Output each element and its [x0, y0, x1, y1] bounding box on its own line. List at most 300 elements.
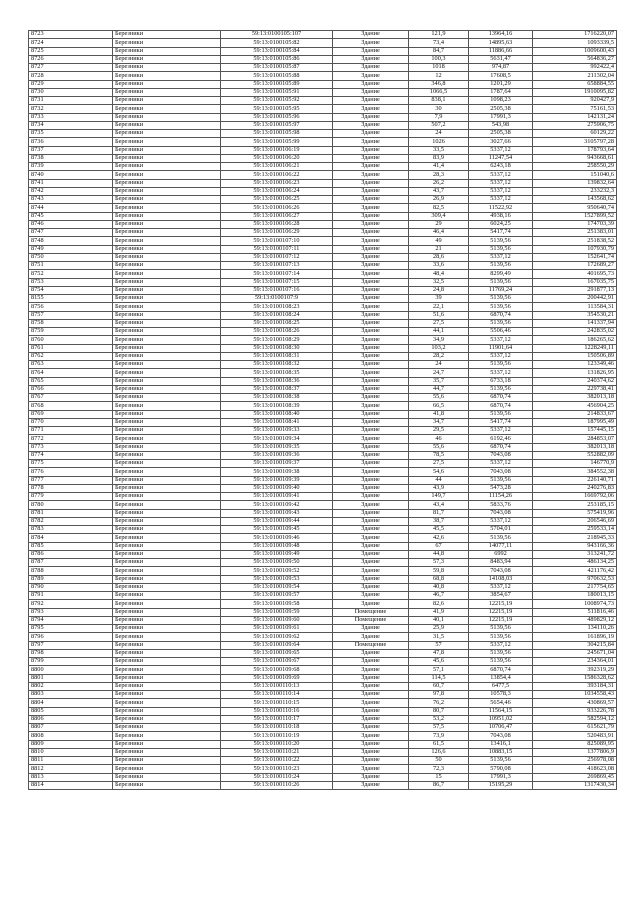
- area-cell: 100,3: [409, 55, 469, 63]
- row-number-cell: 8769: [29, 410, 113, 418]
- cadastral-number-cell: 59:13:0100105:91: [221, 88, 333, 96]
- unit-value-cell: 5139,56: [469, 262, 533, 270]
- cadastral-value-cell: 384552,38: [533, 468, 617, 476]
- table-row: [29, 204, 617, 212]
- cadastral-number-cell: 59:13:0100109:45: [221, 526, 333, 534]
- table-row: [29, 517, 617, 525]
- cadastral-value-cell: 139832,64: [533, 179, 617, 187]
- table-row: [29, 88, 617, 96]
- cadastral-number-cell: 59:13:0100105:99: [221, 138, 333, 146]
- locality-cell: Березники: [113, 674, 221, 682]
- cadastral-number-cell: 59:13:0100107:10: [221, 237, 333, 245]
- area-cell: 60,7: [409, 682, 469, 690]
- unit-value-cell: 5337,12: [469, 336, 533, 344]
- unit-value-cell: 13854,4: [469, 674, 533, 682]
- object-type-cell: Здание: [333, 402, 409, 410]
- object-type-cell: Здание: [333, 773, 409, 781]
- object-type-cell: Здание: [333, 575, 409, 583]
- cadastral-value-cell: 382013,18: [533, 394, 617, 402]
- object-type-cell: Здание: [333, 352, 409, 360]
- locality-cell: Березники: [113, 88, 221, 96]
- row-number-cell: 8744: [29, 204, 113, 212]
- area-cell: 26,9: [409, 196, 469, 204]
- table-row: [29, 154, 617, 162]
- object-type-cell: Здание: [333, 649, 409, 657]
- table-row: [29, 699, 617, 707]
- locality-cell: Березники: [113, 146, 221, 154]
- area-cell: 41,9: [409, 608, 469, 616]
- row-number-cell: 8776: [29, 468, 113, 476]
- locality-cell: Березники: [113, 625, 221, 633]
- locality-cell: Березники: [113, 47, 221, 55]
- area-cell: 21: [409, 245, 469, 253]
- cadastral-number-cell: 59:13:0100110:26: [221, 781, 333, 789]
- locality-cell: Березники: [113, 476, 221, 484]
- cadastral-value-cell: 152641,74: [533, 253, 617, 261]
- locality-cell: Березники: [113, 616, 221, 624]
- cadastral-value-cell: 401695,73: [533, 270, 617, 278]
- row-number-cell: 8778: [29, 484, 113, 492]
- table-row: [29, 72, 617, 80]
- cadastral-value-cell: 187995,49: [533, 418, 617, 426]
- cadastral-number-cell: 59:13:0100106:19: [221, 146, 333, 154]
- cadastral-number-cell: 59:13:0100109:46: [221, 534, 333, 542]
- row-number-cell: 8764: [29, 369, 113, 377]
- unit-value-cell: 5139,56: [469, 245, 533, 253]
- unit-value-cell: 4938,16: [469, 212, 533, 220]
- row-number-cell: 8737: [29, 146, 113, 154]
- object-type-cell: Здание: [333, 633, 409, 641]
- table-row: [29, 105, 617, 113]
- cadastral-value-cell: 291877,13: [533, 286, 617, 294]
- area-cell: 34,7: [409, 418, 469, 426]
- table-row: [29, 328, 617, 336]
- unit-value-cell: 5337,12: [469, 641, 533, 649]
- row-number-cell: 8732: [29, 105, 113, 113]
- unit-value-cell: 6870,74: [469, 394, 533, 402]
- cadastral-number-cell: 59:13:0100108:24: [221, 311, 333, 319]
- object-type-cell: Здание: [333, 113, 409, 121]
- locality-cell: Березники: [113, 501, 221, 509]
- cadastral-number-cell: 59:13:0100107:13: [221, 262, 333, 270]
- cadastral-number-cell: 59:13:0100109:48: [221, 542, 333, 550]
- object-type-cell: Здание: [333, 262, 409, 270]
- area-cell: 81,7: [409, 509, 469, 517]
- locality-cell: Березники: [113, 278, 221, 286]
- area-cell: 46,4: [409, 229, 469, 237]
- row-number-cell: 8761: [29, 344, 113, 352]
- object-type-cell: Здание: [333, 270, 409, 278]
- object-type-cell: Здание: [333, 171, 409, 179]
- cadastral-value-cell: 520483,91: [533, 732, 617, 740]
- area-cell: 49: [409, 237, 469, 245]
- cadastral-value-cell: 575419,96: [533, 509, 617, 517]
- cadastral-value-cell: 107930,79: [533, 245, 617, 253]
- row-number-cell: 8775: [29, 460, 113, 468]
- row-number-cell: 8789: [29, 575, 113, 583]
- table-row: [29, 608, 617, 616]
- cadastral-value-cell: 950640,74: [533, 204, 617, 212]
- unit-value-cell: 11564,15: [469, 707, 533, 715]
- cadastral-number-cell: 59:13:0100110:16: [221, 707, 333, 715]
- locality-cell: Березники: [113, 418, 221, 426]
- cadastral-number-cell: 59:13:0100108:26: [221, 328, 333, 336]
- cadastral-value-cell: 658884,55: [533, 80, 617, 88]
- table-row: [29, 220, 617, 228]
- area-cell: 29: [409, 220, 469, 228]
- locality-cell: Березники: [113, 80, 221, 88]
- object-type-cell: Здание: [333, 336, 409, 344]
- table-row: [29, 641, 617, 649]
- unit-value-cell: 12215,19: [469, 616, 533, 624]
- unit-value-cell: 6992: [469, 550, 533, 558]
- cadastral-number-cell: 59:13:0100109:38: [221, 468, 333, 476]
- table-row: [29, 229, 617, 237]
- cadastral-value-cell: 258550,29: [533, 163, 617, 171]
- table-row: [29, 212, 617, 220]
- object-type-cell: Здание: [333, 567, 409, 575]
- locality-cell: Березники: [113, 427, 221, 435]
- object-type-cell: Здание: [333, 80, 409, 88]
- locality-cell: Березники: [113, 740, 221, 748]
- locality-cell: Березники: [113, 97, 221, 105]
- table-row: [29, 625, 617, 633]
- area-cell: 54,6: [409, 468, 469, 476]
- cadastral-value-cell: 200442,91: [533, 295, 617, 303]
- cadastral-number-cell: 59:13:0100105:92: [221, 97, 333, 105]
- row-number-cell: 8726: [29, 55, 113, 63]
- area-cell: 55,6: [409, 443, 469, 451]
- row-number-cell: 8784: [29, 534, 113, 542]
- locality-cell: Березники: [113, 253, 221, 261]
- row-number-cell: 8759: [29, 328, 113, 336]
- area-cell: 44,7: [409, 385, 469, 393]
- cadastral-value-cell: 161896,19: [533, 633, 617, 641]
- table-row: [29, 113, 617, 121]
- locality-cell: Березники: [113, 105, 221, 113]
- cadastral-value-cell: 1527899,52: [533, 212, 617, 220]
- row-number-cell: 8724: [29, 39, 113, 47]
- object-type-cell: Здание: [333, 220, 409, 228]
- area-cell: 47,8: [409, 649, 469, 657]
- unit-value-cell: 5506,46: [469, 328, 533, 336]
- cadastral-number-cell: 59:13:0100106:23: [221, 179, 333, 187]
- row-number-cell: 8734: [29, 121, 113, 129]
- unit-value-cell: 1098,23: [469, 97, 533, 105]
- locality-cell: Березники: [113, 229, 221, 237]
- locality-cell: Березники: [113, 583, 221, 591]
- row-number-cell: 8772: [29, 435, 113, 443]
- cadastral-number-cell: 59:13:0100109:59: [221, 608, 333, 616]
- row-number-cell: 8785: [29, 542, 113, 550]
- area-cell: 40,1: [409, 616, 469, 624]
- locality-cell: Березники: [113, 691, 221, 699]
- area-cell: 41,4: [409, 163, 469, 171]
- locality-cell: Березники: [113, 377, 221, 385]
- object-type-cell: Здание: [333, 740, 409, 748]
- row-number-cell: 8782: [29, 517, 113, 525]
- table-row: [29, 163, 617, 171]
- cadastral-value-cell: 256978,08: [533, 757, 617, 765]
- row-number-cell: 8723: [29, 31, 113, 39]
- cadastral-value-cell: 1093339,5: [533, 39, 617, 47]
- locality-cell: Березники: [113, 196, 221, 204]
- table-row: [29, 583, 617, 591]
- table-row: [29, 616, 617, 624]
- cadastral-number-cell: 59:13:0100110:20: [221, 740, 333, 748]
- object-type-cell: Здание: [333, 303, 409, 311]
- row-number-cell: 8802: [29, 682, 113, 690]
- cadastral-number-cell: 59:13:0100106:20: [221, 154, 333, 162]
- cadastral-value-cell: 1008974,73: [533, 600, 617, 608]
- object-type-cell: Здание: [333, 31, 409, 39]
- row-number-cell: 8735: [29, 130, 113, 138]
- object-type-cell: Здание: [333, 138, 409, 146]
- table-row: [29, 484, 617, 492]
- row-number-cell: 8810: [29, 748, 113, 756]
- object-type-cell: Здание: [333, 748, 409, 756]
- cadastral-number-cell: 59:13:0100106:27: [221, 212, 333, 220]
- object-type-cell: Здание: [333, 64, 409, 72]
- row-number-cell: 8779: [29, 493, 113, 501]
- unit-value-cell: 5139,56: [469, 385, 533, 393]
- table-row: [29, 319, 617, 327]
- unit-value-cell: 5654,46: [469, 699, 533, 707]
- row-number-cell: 8742: [29, 187, 113, 195]
- cadastral-value-cell: 180013,15: [533, 592, 617, 600]
- unit-value-cell: 5139,56: [469, 625, 533, 633]
- row-number-cell: 8749: [29, 245, 113, 253]
- unit-value-cell: 6870,74: [469, 402, 533, 410]
- unit-value-cell: 8299,49: [469, 270, 533, 278]
- object-type-cell: Здание: [333, 410, 409, 418]
- object-type-cell: Здание: [333, 328, 409, 336]
- row-number-cell: 8728: [29, 72, 113, 80]
- cadastral-number-cell: 59:13:0100110:17: [221, 715, 333, 723]
- row-number-cell: 8763: [29, 361, 113, 369]
- cadastral-number-cell: 59:13:0100109:68: [221, 666, 333, 674]
- locality-cell: Березники: [113, 64, 221, 72]
- cadastral-value-cell: 142131,24: [533, 113, 617, 121]
- row-number-cell: 8806: [29, 715, 113, 723]
- row-number-cell: 8751: [29, 262, 113, 270]
- row-number-cell: 8781: [29, 509, 113, 517]
- row-number-cell: 8753: [29, 278, 113, 286]
- object-type-cell: Помещение: [333, 608, 409, 616]
- object-type-cell: Здание: [333, 311, 409, 319]
- cadastral-number-cell: 59:13:0100109:49: [221, 550, 333, 558]
- cadastral-value-cell: 1586328,62: [533, 674, 617, 682]
- cadastral-value-cell: 456904,25: [533, 402, 617, 410]
- table-row: [29, 501, 617, 509]
- cadastral-number-cell: 59:13:0100107:9: [221, 295, 333, 303]
- cadastral-number-cell: 59:13:0100108:30: [221, 344, 333, 352]
- table-row: [29, 592, 617, 600]
- cadastral-value-cell: 131826,95: [533, 369, 617, 377]
- cadastral-value-cell: 825089,95: [533, 740, 617, 748]
- area-cell: 72,3: [409, 765, 469, 773]
- unit-value-cell: 1787,64: [469, 88, 533, 96]
- unit-value-cell: 5139,56: [469, 295, 533, 303]
- object-type-cell: Здание: [333, 691, 409, 699]
- area-cell: 57,1: [409, 666, 469, 674]
- cadastral-value-cell: 1716220,07: [533, 31, 617, 39]
- object-type-cell: Здание: [333, 460, 409, 468]
- unit-value-cell: 5139,56: [469, 757, 533, 765]
- cadastral-value-cell: 253185,15: [533, 501, 617, 509]
- cadastral-value-cell: 151040,6: [533, 171, 617, 179]
- table-row: [29, 295, 617, 303]
- row-number-cell: 8747: [29, 229, 113, 237]
- table-row: [29, 476, 617, 484]
- cadastral-number-cell: 59:13:0100108:39: [221, 402, 333, 410]
- cadastral-value-cell: 178793,64: [533, 146, 617, 154]
- table-row: [29, 146, 617, 154]
- area-cell: 44,1: [409, 328, 469, 336]
- table-row: [29, 311, 617, 319]
- cadastral-value-cell: 313241,72: [533, 550, 617, 558]
- locality-cell: Березники: [113, 72, 221, 80]
- row-number-cell: 8787: [29, 559, 113, 567]
- cadastral-number-cell: 59:13:0100105:97: [221, 121, 333, 129]
- cadastral-number-cell: 59:13:0100109:53: [221, 575, 333, 583]
- table-row: [29, 237, 617, 245]
- table-row: [29, 435, 617, 443]
- object-type-cell: Здание: [333, 484, 409, 492]
- area-cell: 34,9: [409, 336, 469, 344]
- cadastral-value-cell: 275906,75: [533, 121, 617, 129]
- locality-cell: Березники: [113, 163, 221, 171]
- unit-value-cell: 5417,74: [469, 418, 533, 426]
- object-type-cell: Здание: [333, 344, 409, 352]
- locality-cell: Березники: [113, 344, 221, 352]
- area-cell: 39: [409, 295, 469, 303]
- locality-cell: Березники: [113, 567, 221, 575]
- row-number-cell: 8797: [29, 641, 113, 649]
- locality-cell: Березники: [113, 352, 221, 360]
- locality-cell: Березники: [113, 658, 221, 666]
- object-type-cell: Здание: [333, 47, 409, 55]
- unit-value-cell: 10951,02: [469, 715, 533, 723]
- row-number-cell: 8780: [29, 501, 113, 509]
- cadastral-value-cell: 186265,62: [533, 336, 617, 344]
- row-number-cell: 8788: [29, 567, 113, 575]
- locality-cell: Березники: [113, 715, 221, 723]
- row-number-cell: 8727: [29, 64, 113, 72]
- row-number-cell: 8733: [29, 113, 113, 121]
- object-type-cell: Здание: [333, 765, 409, 773]
- locality-cell: Березники: [113, 179, 221, 187]
- area-cell: 73,9: [409, 732, 469, 740]
- cadastral-number-cell: 59:13:0100105:82: [221, 39, 333, 47]
- row-number-cell: 8754: [29, 286, 113, 294]
- row-number-cell: 8800: [29, 666, 113, 674]
- row-number-cell: 8795: [29, 625, 113, 633]
- locality-cell: Березники: [113, 130, 221, 138]
- area-cell: 66,5: [409, 402, 469, 410]
- table-row: [29, 402, 617, 410]
- area-cell: 22,1: [409, 303, 469, 311]
- table-row: [29, 130, 617, 138]
- locality-cell: Березники: [113, 328, 221, 336]
- unit-value-cell: 5139,56: [469, 658, 533, 666]
- row-number-cell: 8794: [29, 616, 113, 624]
- unit-value-cell: 11886,66: [469, 47, 533, 55]
- table-row: [29, 245, 617, 253]
- cadastral-value-cell: 211302,04: [533, 72, 617, 80]
- cadastral-value-cell: 920427,9: [533, 97, 617, 105]
- unit-value-cell: 5631,47: [469, 55, 533, 63]
- object-type-cell: Здание: [333, 715, 409, 723]
- cadastral-number-cell: 59:13:0100109:52: [221, 567, 333, 575]
- cadastral-number-cell: 59:13:0100108:25: [221, 319, 333, 327]
- object-type-cell: Здание: [333, 501, 409, 509]
- object-type-cell: Здание: [333, 237, 409, 245]
- unit-value-cell: 7043,08: [469, 509, 533, 517]
- unit-value-cell: 5337,12: [469, 369, 533, 377]
- area-cell: 30: [409, 105, 469, 113]
- table-row: [29, 509, 617, 517]
- cadastral-value-cell: 226140,71: [533, 476, 617, 484]
- cadastral-value-cell: 143568,62: [533, 196, 617, 204]
- row-number-cell: 8796: [29, 633, 113, 641]
- cadastral-value-cell: 970632,53: [533, 575, 617, 583]
- unit-value-cell: 11769,24: [469, 286, 533, 294]
- object-type-cell: Здание: [333, 559, 409, 567]
- cadastral-number-cell: 59:13:0100110:15: [221, 699, 333, 707]
- cadastral-number-cell: 59:13:0100108:31: [221, 352, 333, 360]
- table-row: [29, 31, 617, 39]
- area-cell: 68,8: [409, 575, 469, 583]
- cadastral-number-cell: 59:13:0100109:62: [221, 633, 333, 641]
- row-number-cell: 8766: [29, 385, 113, 393]
- locality-cell: Березники: [113, 311, 221, 319]
- cadastral-number-cell: 59:13:0100108:23: [221, 303, 333, 311]
- unit-value-cell: 6024,25: [469, 220, 533, 228]
- area-cell: 59,8: [409, 567, 469, 575]
- cadastral-number-cell: 59:13:0100109:57: [221, 592, 333, 600]
- area-cell: 97,8: [409, 691, 469, 699]
- cadastral-value-cell: 157445,15: [533, 427, 617, 435]
- locality-cell: Березники: [113, 575, 221, 583]
- table-row: [29, 542, 617, 550]
- area-cell: 40,8: [409, 583, 469, 591]
- row-number-cell: 8790: [29, 583, 113, 591]
- table-row: [29, 443, 617, 451]
- area-cell: 24,7: [409, 369, 469, 377]
- cadastral-number-cell: 59:13:0100108:41: [221, 418, 333, 426]
- cadastral-number-cell: 59:13:0100106:22: [221, 171, 333, 179]
- area-cell: 43,7: [409, 187, 469, 195]
- unit-value-cell: 5139,56: [469, 237, 533, 245]
- locality-cell: Березники: [113, 237, 221, 245]
- row-number-cell: 8791: [29, 592, 113, 600]
- unit-value-cell: 12215,19: [469, 608, 533, 616]
- unit-value-cell: 5337,12: [469, 460, 533, 468]
- row-number-cell: 8752: [29, 270, 113, 278]
- row-number-cell: 8750: [29, 253, 113, 261]
- cadastral-value-cell: 943668,61: [533, 154, 617, 162]
- object-type-cell: Здание: [333, 682, 409, 690]
- object-type-cell: Здание: [333, 377, 409, 385]
- cadastral-value-cell: 251838,52: [533, 237, 617, 245]
- cadastral-value-cell: 259533,14: [533, 526, 617, 534]
- unit-value-cell: 5139,56: [469, 476, 533, 484]
- area-cell: 73,4: [409, 39, 469, 47]
- locality-cell: Березники: [113, 559, 221, 567]
- cadastral-value-cell: 240374,62: [533, 377, 617, 385]
- object-type-cell: Здание: [333, 509, 409, 517]
